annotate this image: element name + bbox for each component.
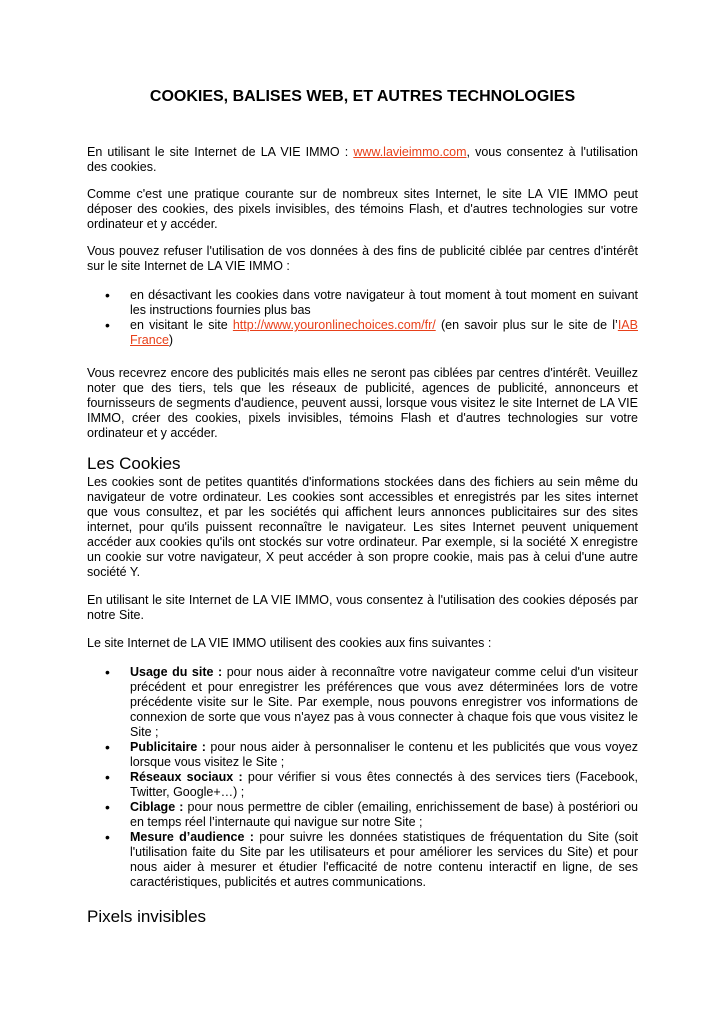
iab-france-link[interactable]: IAB France [130, 318, 638, 347]
list-item: • en désactivant les cookies dans votre navigateur à tout moment à tout moment en suivant les instructions fournies plus bas [87, 288, 638, 318]
section-heading-pixels: Pixels invisibles [87, 907, 207, 926]
section-heading-cookies: Les Cookies [87, 454, 181, 473]
list-item: • Ciblage : pour nous permettre de cibler (emailing, enrichissement de base) à postériori ou en temps réel l’internaute qui navigue sur notre Site ; [87, 800, 638, 830]
cookies-paragraph-1: Les cookies sont de petites quantités d'informations stockées dans des fichiers au sein même du navigateur de votre ordinateur. Les cookies sont accessibles et enregistrés par les sites internet que vous consultez, et par les sociétés qui affichent leurs annonces publicitaires sur des sites internet, pour qu'ils puissent reconnaître le navigateur. Les sites Internet peuvent uniquement accéder aux cookies qu'ils ont stockés sur votre ordinateur. Par exemple, si la société X enregistre un cookie sur votre navigateur, X peut accéder à son propre cookie, mais pas à celui d'une autre société Y. [87, 475, 638, 579]
cookies-paragraph-3: Le site Internet de LA VIE IMMO utilisent des cookies aux fins suivantes : [87, 636, 492, 650]
youronlinechoices-link[interactable]: http://www.youronlinechoices.com/fr/ [232, 318, 436, 332]
list-item: • Mesure d’audience : pour suivre les données statistiques de fréquentation du Site (soit l'utilisation faite du Site par les utilisateurs et pour améliorer les services du Site) et pour nous aider à mesurer et étudier l'efficacité de notre contenu interactif en ligne, de ses caractéristiques, publicités et autres communications. [87, 830, 638, 890]
list-item: • Usage du site : pour nous aider à reconnaître votre navigateur comme celui d'un visiteur précédent et pour enregistrer les préférences que vous avez déterminées lors de votre précédente visite sur le Site. Par exemple, nous pouvons enregistrer vos informations de connexion de sorte que vous n'ayez pas à vous connecter à chaque fois que vous visitez le Site ; [87, 665, 638, 740]
list-item: • Réseaux sociaux : pour vérifier si vous êtes connectés à des services tiers (Facebook, Twitter, Google+…) ; [87, 770, 638, 800]
intro-paragraph-2: Comme c'est une pratique courante sur de nombreux sites Internet, le site LA VIE IMMO peut déposer des cookies, des pixels invisibles, des témoins Flash, et d'autres technologies sur votre ordinateur et y accéder. [87, 187, 638, 231]
intro-paragraph-1: En utilisant le site Internet de LA VIE IMMO : www.lavieimmo.com, vous consentez à l'utilisation des cookies. [87, 145, 638, 174]
opt-out-list [87, 288, 638, 348]
lavieimmo-link[interactable]: www.lavieimmo.com [353, 145, 467, 159]
list-item: • Publicitaire : pour nous aider à personnaliser le contenu et les publicités que vous voyez lorsque vous visitez le Site ; [87, 740, 638, 770]
cookie-purposes-list [87, 665, 638, 890]
page-title: COOKIES, BALISES WEB, ET AUTRES TECHNOLOGIES [149, 88, 576, 105]
document-body [87, 87, 638, 927]
list-item: • en visitant le site http://www.youronlinechoices.com/fr/ (en savoir plus sur le site de l’IAB France) [87, 318, 638, 348]
intro-paragraph-3: Vous pouvez refuser l'utilisation de vos données à des fins de publicité ciblée par centres d'intérêt sur le site Internet de LA VIE IMMO : [87, 244, 638, 273]
cookies-paragraph-2: En utilisant le site Internet de LA VIE IMMO, vous consentez à l'utilisation des cookies déposés par notre Site. [87, 593, 638, 622]
intro-paragraph-4: Vous recevrez encore des publicités mais elles ne seront pas ciblées par centres d'intérêt. Veuillez noter que des tiers, tels que les réseaux de publicité, agences de publicité, annonceurs et fournisseurs de segments d'audience, peuvent aussi, lorsque vous visitez le site Internet de LA VIE IMMO, créer des cookies, pixels invisibles, témoins Flash et d'autres technologies sur votre ordinateur et y accéder. [87, 366, 638, 440]
